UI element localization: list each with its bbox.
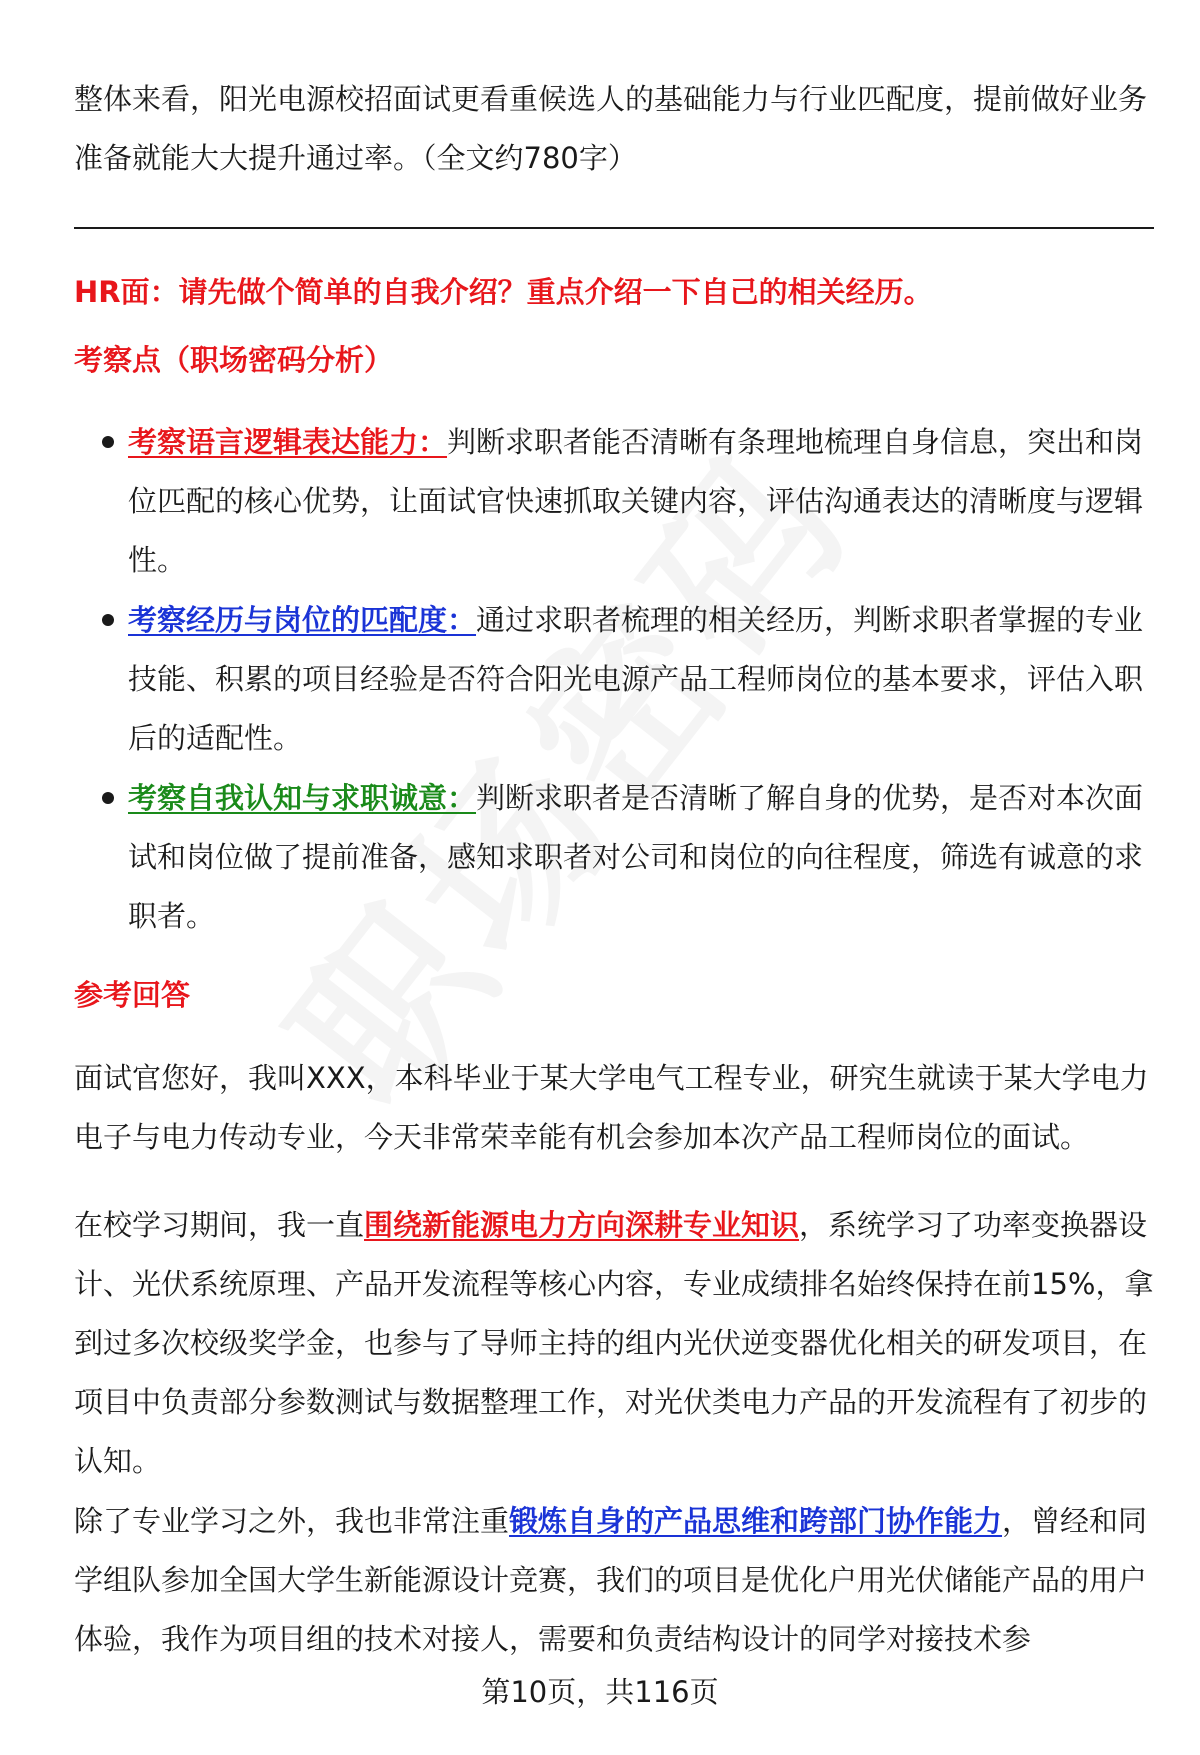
analysis-item: [128, 413, 1154, 590]
answer-text: 在校学习期间，我一直: [74, 1208, 365, 1242]
answer-text: 除了专业学习之外，我也非常注重: [74, 1504, 510, 1538]
bullet-icon: [102, 614, 114, 626]
analysis-item-label: 考察语言逻辑表达能力：: [128, 425, 448, 459]
analysis-item: [128, 591, 1154, 768]
analysis-item-label: 考察自我认知与求职诚意：: [128, 781, 477, 815]
bullet-icon: [102, 792, 114, 804]
answer-highlight: 围绕新能源电力方向深耕专业知识: [364, 1208, 800, 1242]
analysis-item-text: 通过求职者梳理的相关经历，判断求职者掌握的专业技能、积累的项目经验是否符合阳光电源产品工程师岗位的基本要求，评估入职后的适配性。: [128, 603, 1144, 755]
answer-paragraph-1: 面试官您好，我叫XXX，本科毕业于某大学电气工程专业，研究生就读于某大学电力电子与电力传动专业，今天非常荣幸能有机会参加本次产品工程师岗位的面试。: [74, 1061, 1149, 1154]
answer-text: ，系统学习了功率变换器设计、光伏系统原理、产品开发流程等核心内容，专业成绩排名始终保持在前15%，拿到过多次校级奖学金，也参与了导师主持的组内光伏逆变器优化相关的研发项目，在项目中负责部分参数测试与数据整理工作，对光伏类电力产品的开发流程有了初步的认知。: [74, 1208, 1154, 1478]
answer-text: ，曾经和同学组队参加全国大学生新能源设计竞赛，我们的项目是优化户用光伏储能产品的用户体验，我作为项目组的技术对接人，需要和负责结构设计的同学对接技术参: [74, 1504, 1148, 1656]
answer-heading: 参考回答: [74, 978, 191, 1012]
answer-paragraph-3: [74, 1492, 1154, 1669]
divider: [74, 227, 1154, 229]
analysis-item: [128, 769, 1154, 946]
analysis-item-text: 判断求职者能否清晰有条理地梳理自身信息，突出和岗位匹配的核心优势，让面试官快速抓取关键内容，评估沟通表达的清晰度与逻辑性。: [128, 425, 1144, 577]
page-number: 第10页，共116页: [481, 1675, 719, 1709]
bullet-icon: [102, 436, 114, 448]
analysis-heading: 考察点（职场密码分析）: [74, 343, 394, 377]
intro-paragraph: 整体来看，阳光电源校招面试更看重候选人的基础能力与行业匹配度，提前做好业务准备就能大大提升通过率。（全文约780字）: [74, 82, 1148, 175]
analysis-item-text: 判断求职者是否清晰了解自身的优势，是否对本次面试和岗位做了提前准备，感知求职者对公司和岗位的向往程度，筛选有诚意的求职者。: [128, 781, 1144, 933]
answer-highlight: 锻炼自身的产品思维和跨部门协作能力: [509, 1504, 1003, 1538]
analysis-item-label: 考察经历与岗位的匹配度：: [128, 603, 477, 637]
answer-paragraph-2: [74, 1196, 1154, 1491]
question-title: HR面：请先做个简单的自我介绍？重点介绍一下自己的相关经历。: [74, 275, 933, 309]
